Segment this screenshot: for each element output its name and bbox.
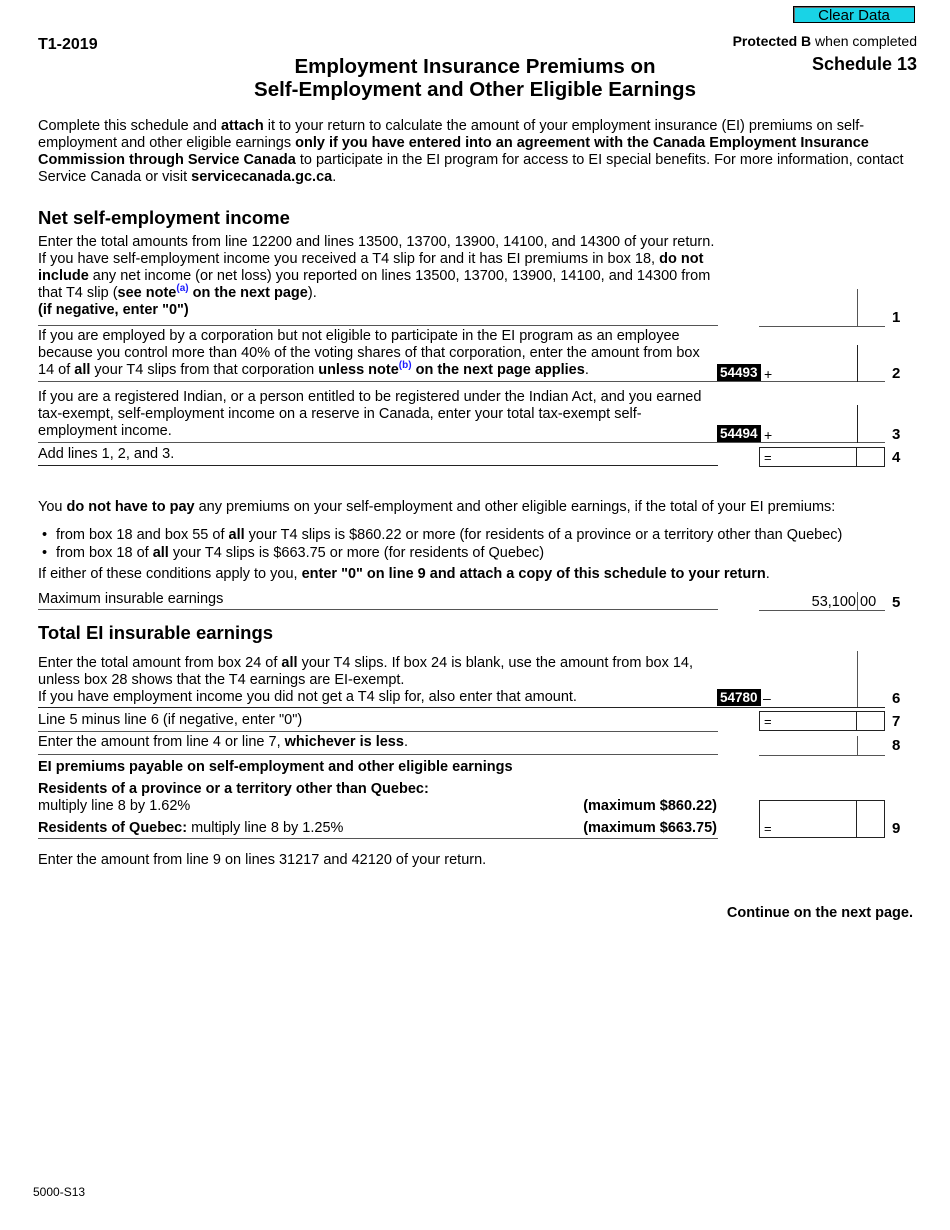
line-8-description <box>38 734 718 751</box>
text: . <box>403 734 408 750</box>
line-5-description: Maximum insurable earnings <box>38 591 224 607</box>
line-number-1: 1 <box>892 309 901 326</box>
line-7-description: Line 5 minus line 6 (if negative, enter "0") <box>38 712 303 728</box>
cents-separator <box>857 405 858 443</box>
divider <box>38 442 885 443</box>
condition-item <box>38 526 918 544</box>
cents-separator <box>857 592 858 610</box>
text: Enter the total amount from box 24 of <box>38 655 282 671</box>
line-6-amount-input[interactable] <box>775 688 859 708</box>
text-bold: do not have to pay <box>66 499 195 515</box>
text: . <box>765 566 770 582</box>
line-code-54494: 54494 <box>717 425 761 442</box>
text: your T4 slips from that corporation <box>90 362 319 378</box>
line-number-5: 5 <box>892 594 901 611</box>
equals-sign: = <box>764 450 772 465</box>
divider <box>38 754 718 755</box>
line-4-total-box[interactable] <box>759 447 885 467</box>
plus-sign: + <box>764 427 773 443</box>
line-1-description <box>38 234 718 319</box>
text: any net income (or net loss) you reported on lines 13500, 13700, 13900, 14100, and 14300 from that T4 slip ( <box>38 268 711 301</box>
text-bold: all <box>152 545 169 561</box>
text-bold: see note <box>117 285 177 301</box>
line-3-amount-input[interactable] <box>775 423 859 443</box>
line-7-result-box[interactable] <box>759 711 885 731</box>
text-bold: on the next page <box>188 285 308 301</box>
line-4-description: Add lines 1, 2, and 3. <box>38 446 175 462</box>
text: You <box>38 499 67 515</box>
line-9-premium-box[interactable] <box>759 800 885 838</box>
line-8-underline <box>759 755 885 756</box>
premiums-row-1-max: (maximum $860.22) <box>583 798 717 814</box>
line-number-3: 3 <box>892 426 901 443</box>
protected-label <box>733 33 917 49</box>
line-7-amount-input[interactable] <box>774 712 858 732</box>
plus-sign: + <box>764 366 773 382</box>
premiums-heading: EI premiums payable on self-employment and other eligible earnings <box>38 759 513 775</box>
text-bold: all <box>228 527 245 543</box>
line-number-2: 2 <box>892 365 901 382</box>
text-bold: on the next page applies <box>411 362 585 378</box>
text: your T4 slips. If box 24 is blank, use the amount from box 14, unless box 28 shows that the T4 earnings are EI-exempt. <box>38 655 694 688</box>
page-title <box>240 55 710 101</box>
cents-separator <box>857 345 858 382</box>
line-4-amount-input[interactable] <box>774 448 858 468</box>
divider <box>38 731 718 732</box>
line-3-description: If you are a registered Indian, or a person entitled to be registered under the Indian Act, and you earned tax-exempt, self-employment income on a reserve in Canada, enter your total tax-exempt self-employment income. <box>38 389 702 439</box>
equals-sign: = <box>764 821 772 836</box>
premiums-row-1-text: multiply line 8 by 1.62% <box>38 798 191 814</box>
text: any premiums on your self-employment and other eligible earnings, if the total of your EI premiums: <box>194 499 836 515</box>
section-heading-net-self-employment: Net self-employment income <box>38 207 290 228</box>
title-line-2: Self-Employment and Other Eligible Earnings <box>254 78 696 101</box>
line-number-4: 4 <box>892 449 901 466</box>
intro-text: to participate in the EI program for access to EI special benefits. For more information, contact Service Canada or visit <box>38 152 904 185</box>
line-2-amount-input[interactable] <box>775 362 859 382</box>
divider <box>38 465 718 466</box>
text-bold: unless note <box>318 362 399 378</box>
text-bold: do not include <box>38 251 704 284</box>
line-1-underline <box>759 326 885 327</box>
cents-separator <box>857 651 858 707</box>
line-2-description <box>38 328 718 379</box>
divider <box>38 707 885 708</box>
intro-text: Complete this schedule and <box>38 118 221 134</box>
divider <box>38 381 885 382</box>
text-bold: (if negative, enter "0") <box>38 302 189 318</box>
divider <box>38 838 718 839</box>
cents-separator <box>857 289 858 326</box>
section-heading-total-ei: Total EI insurable earnings <box>38 622 274 643</box>
divider <box>38 609 718 610</box>
intro-bold: attach <box>220 118 264 134</box>
line-number-8: 8 <box>892 737 901 754</box>
line-9-instruction: Enter the amount from line 9 on lines 31217 and 42120 of your return. <box>38 852 487 868</box>
note-a-link[interactable]: (a) <box>176 283 189 295</box>
schedule-label: Schedule 13 <box>811 54 917 74</box>
text: If either of these conditions apply to you, <box>38 566 302 582</box>
form-number: 5000-S13 <box>33 1185 86 1199</box>
text-bold: all <box>281 655 298 671</box>
intro-text: . <box>332 169 337 185</box>
protected-b: Protected B <box>732 33 812 49</box>
text: Enter the amount from line 4 or line 7, <box>38 734 285 750</box>
intro-bold: only if you have entered into an agreement with the Canada Employment Insurance Commission through Service Canada <box>38 135 869 168</box>
line-code-54780: 54780 <box>717 689 761 706</box>
text: multiply line 8 by 1.25% <box>187 820 344 836</box>
equals-sign: = <box>764 714 772 729</box>
text-bold: all <box>74 362 91 378</box>
line-5-cents: 00 <box>860 594 877 610</box>
text: ). <box>307 285 317 301</box>
line-number-9: 9 <box>892 820 901 837</box>
text: Enter the total amounts from line 12200 and lines 13500, 13700, 13900, 14100, and 14300 of your return. If you have self-employment income you received a T4 slip for and it has EI premiums in box 18, <box>38 234 715 267</box>
line-8-amount-input[interactable] <box>760 736 860 756</box>
text-bold: whichever is less <box>284 734 404 750</box>
line-6-description <box>38 655 718 706</box>
line-number-6: 6 <box>892 690 901 707</box>
premiums-row-2-max: (maximum $663.75) <box>583 820 717 836</box>
text: your T4 slips is $663.75 or more (for residents of Quebec) <box>168 545 545 561</box>
title-line-1: Employment Insurance Premiums on <box>294 55 656 78</box>
line-1-amount-input[interactable] <box>760 306 860 326</box>
service-canada-link[interactable]: servicecanada.gc.ca <box>191 169 333 185</box>
intro-paragraph <box>38 118 918 186</box>
note-b-link[interactable]: (b) <box>398 360 412 372</box>
conditions-list <box>38 526 918 562</box>
form-id: T1-2019 <box>38 36 98 53</box>
premiums-row-1-title: Residents of a province or a territory other than Quebec: <box>38 781 429 797</box>
condition-item <box>38 544 918 562</box>
conditions-outro <box>38 566 918 583</box>
text: from box 18 and box 55 of <box>56 527 229 543</box>
line-9-amount-input[interactable] <box>774 817 858 837</box>
line-number-7: 7 <box>892 713 901 730</box>
text-bold: Residents of Quebec: <box>38 820 188 836</box>
text: your T4 slips is $860.22 or more (for residents of a province or a territory other than Quebec) <box>244 527 843 543</box>
line-code-54493: 54493 <box>717 364 761 381</box>
line-5-dollars: 53,100 <box>811 594 856 610</box>
continue-next-page: Continue on the next page. <box>726 905 913 921</box>
text: If you are employed by a corporation but not eligible to participate in the EI program as an employee because you control more than 40% of the voting shares of that corporation, enter the amount from box 14 of <box>38 328 700 378</box>
clear-data-button[interactable]: Clear Data <box>793 6 915 23</box>
minus-sign: – <box>763 690 771 706</box>
text: If you have employment income you did not get a T4 slip for, also enter that amount. <box>38 689 577 705</box>
text: . <box>584 362 589 378</box>
line-5-underline <box>759 610 885 611</box>
cents-separator <box>857 736 858 755</box>
conditions-intro <box>38 499 918 516</box>
intro-text: it to your return to calculate the amount of your employment insurance (EI) premiums on self-employment and other eligible earnings <box>38 118 865 151</box>
protected-rest: when completed <box>811 33 917 49</box>
text-bold: enter "0" on line 9 and attach a copy of this schedule to your return <box>301 566 766 582</box>
divider <box>38 325 718 326</box>
text: from box 18 of <box>56 545 153 561</box>
